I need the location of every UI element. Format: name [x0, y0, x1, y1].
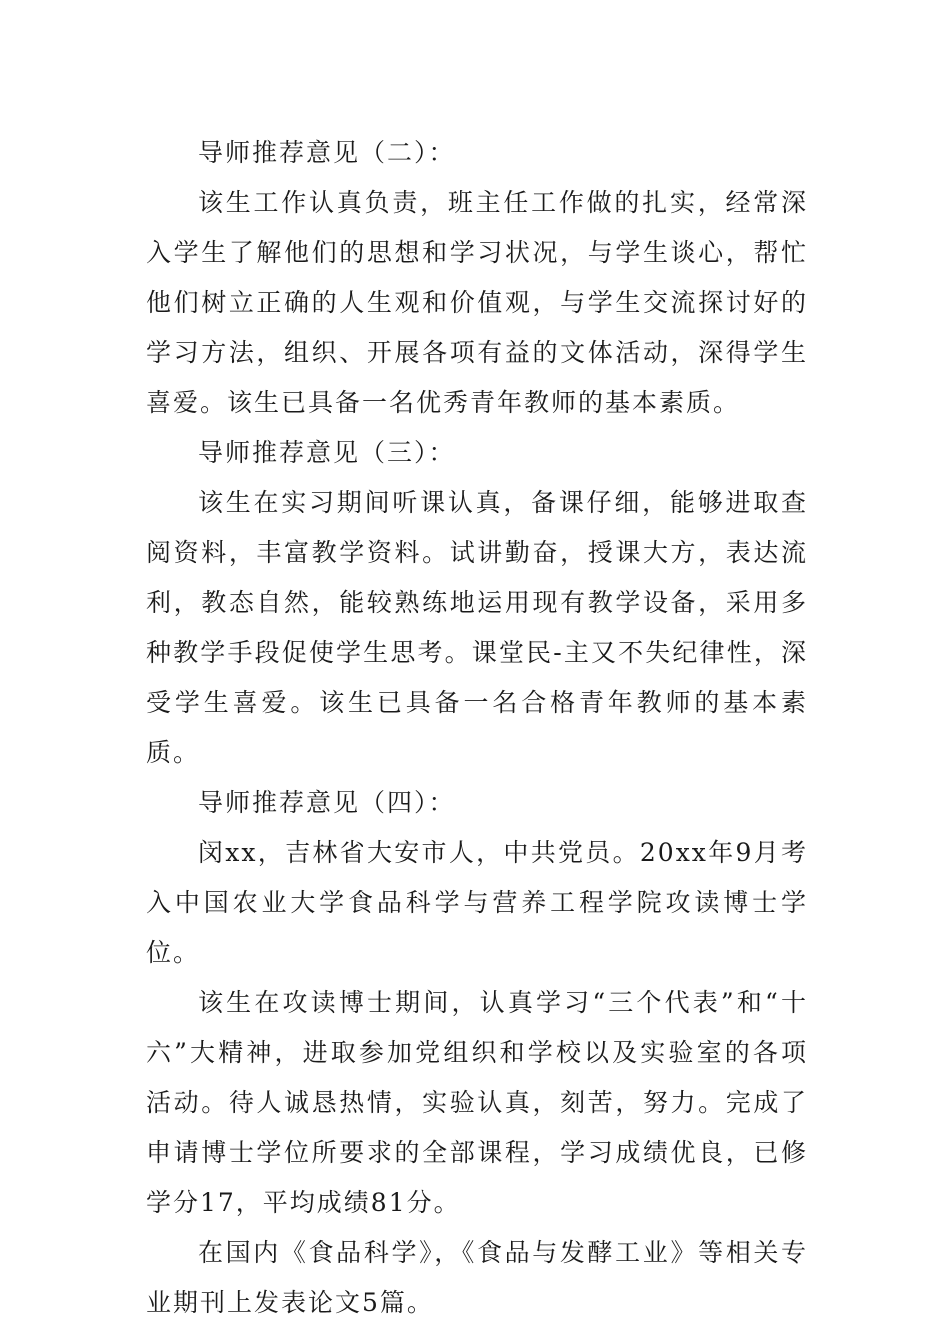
section-heading-4: 导师推荐意见（四）： [198, 788, 456, 817]
paragraph: 该生工作认真负责，班主任工作做的扎实，经常深入学生了解他们的思想和学习状况，与学生谈心，帮忙他们树立正确的人生观和价值观，与学生交流探讨好的学习方法，组织、开展各项有益的文体活动，深得学生喜爱。该生已具备一名优秀青年教师的基本素质。 [146, 188, 808, 417]
paragraph: 闵xx，吉林省大安市人，中共党员。20xx年9月考入中国农业大学食品科学与营养工程学院攻读博士学位。 [146, 838, 808, 967]
section-heading-3: 导师推荐意见（三）： [198, 438, 456, 467]
paragraph: 该生在攻读博士期间，认真学习“三个代表”和“十六”大精神，进取参加党组织和学校以及实验室的各项活动。待人诚恳热情，实验认真，刻苦，努力。完成了申请博士学位所要求的全部课程，学习成绩优良，已修学分17，平均成绩81分。 [146, 988, 808, 1217]
paragraph: 该生在实习期间听课认真，备课仔细，能够进取查阅资料，丰富教学资料。试讲勤奋，授课大方，表达流利，教态自然，能较熟练地运用现有教学设备，采用多种教学手段促使学生思考。课堂民-主又不失纪律性，深受学生喜爱。该生已具备一名合格青年教师的基本素质。 [146, 488, 808, 767]
section-heading-2: 导师推荐意见（二）： [198, 138, 456, 167]
paragraph: 在国内《食品科学》，《食品与发酵工业》等相关专业期刊上发表论文5篇。 [146, 1238, 808, 1317]
document-body [146, 128, 808, 1328]
